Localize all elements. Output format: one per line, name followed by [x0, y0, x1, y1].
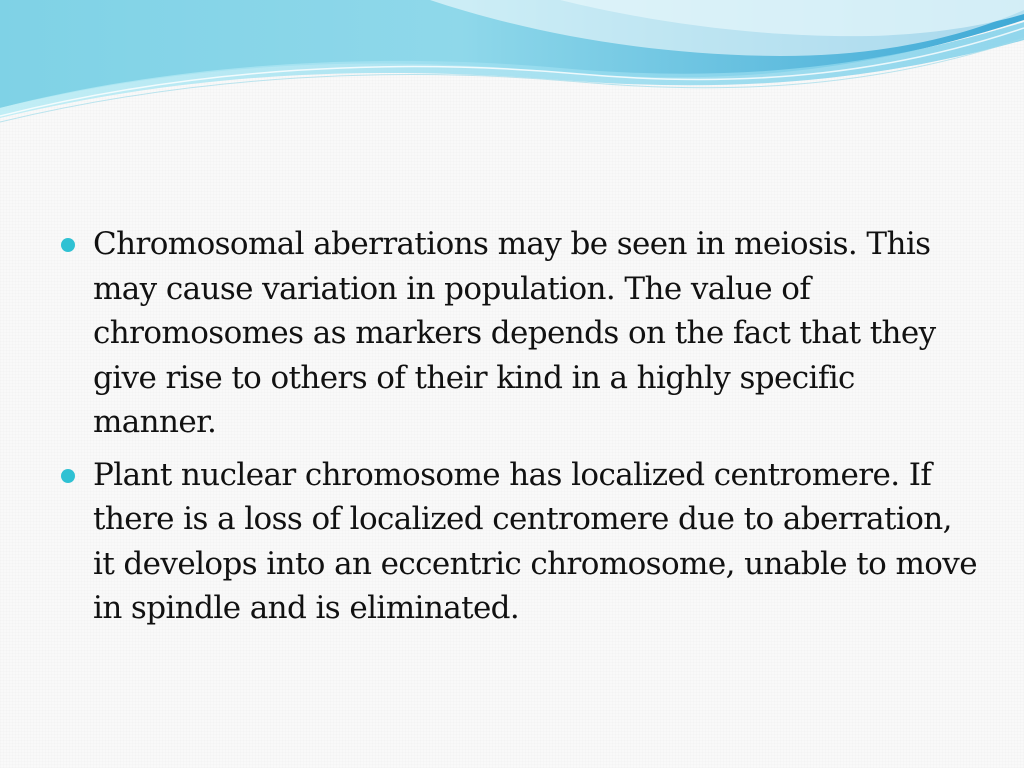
header-wave-decoration — [0, 0, 1024, 130]
bullet-item — [60, 453, 980, 631]
slide-content — [60, 222, 980, 639]
bullet-text: Plant nuclear chromosome has localized centromere. If there is a loss of localized centromere due to aberration, it develops into an eccentric chromosome, unable to move in spindle and is eliminated. — [93, 456, 977, 626]
bullet-text: Chromosomal aberrations may be seen in meiosis. This may cause variation in population. The value of chromosomes as markers depends on the fact that they give rise to others of their kind in a highly specific manner. — [93, 226, 936, 440]
bullet-item — [60, 222, 980, 445]
bullet-icon — [61, 238, 75, 252]
bullet-icon — [61, 469, 75, 483]
bullet-list — [60, 222, 980, 631]
